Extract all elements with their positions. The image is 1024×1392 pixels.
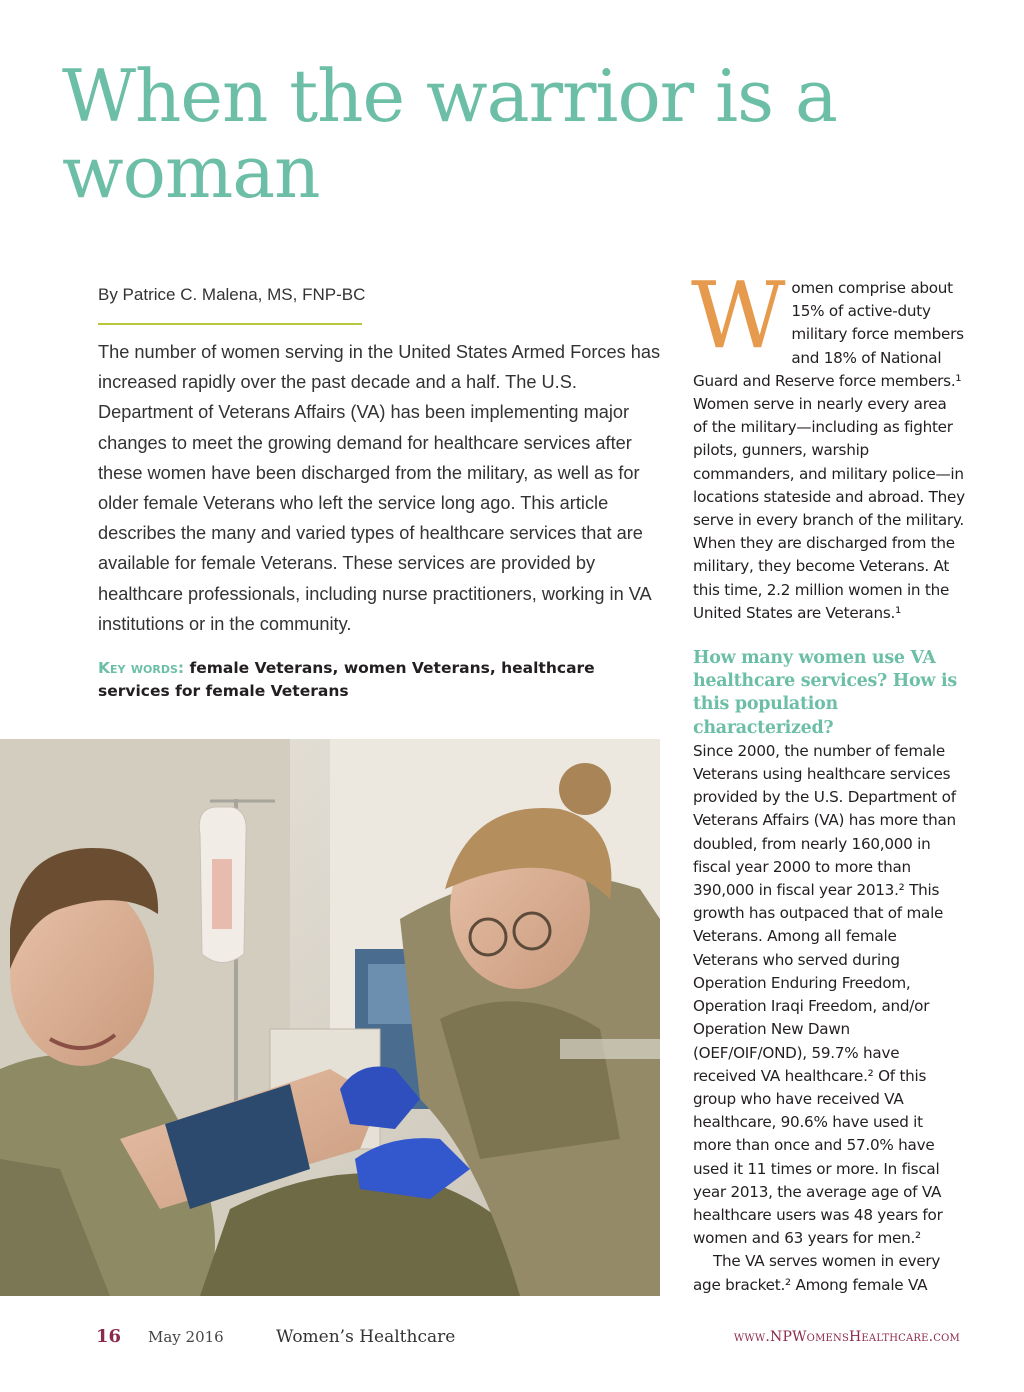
body-paragraph-1: Since 2000, the number of female Veterans using healthcare services provided by the U.S. Department of Veterans Affairs (VA) has more than doubled, from nearly 160,000 in fiscal year 2000 to more than 390,000 in fiscal year 2013.² This growth has outpaced that of male Veterans. Among all female Veterans who served during Operation Enduring Freedom, Operation Iraqi Freedom, and/or Operation New Dawn (OEF/OIF/OND), 59.7% have received VA healthcare.² Of this group who have received VA healthcare, 90.6% have used it more than once and 57.0% have used it 11 times or more. In fiscal year 2013, the average age of VA healthcare users was 48 years for women and 63 years for men.² [693, 741, 956, 1248]
byline: By Patrice C. Malena, MS, FNP-BC [98, 285, 366, 304]
keywords-label: Key words: [98, 659, 185, 677]
byline-divider [98, 323, 362, 325]
article-title: When the warrior is a woman [62, 54, 837, 214]
issue-date: May 2016 [148, 1328, 224, 1346]
journal-name: Women’s Healthcare [276, 1327, 456, 1347]
journal-url[interactable]: www.NPWomensHealthcare.com [733, 1329, 960, 1345]
section-heading: How many women use VA healthcare services? How is this population characterized? [693, 648, 957, 738]
drop-cap: W [691, 262, 786, 369]
intro-text: omen comprise about 15% of active-duty military force members and 18% of National Guard and Reserve force members.¹ Women serve in nearly every area of the military—including as fighter pilots, gunners, warship commanders, and military police—in locations stateside and abroad. They serve in every branch of the military. When they are discharged from the military, they become Veterans. At this time, 2.2 million women in the United States are Veterans.¹ [693, 279, 965, 622]
intro-paragraph [691, 262, 965, 625]
keywords-text: female Veterans, women Veterans, healthcare services for female Veterans [98, 659, 595, 700]
page-footer [0, 1322, 1024, 1352]
keywords [98, 657, 658, 703]
body-paragraph-2: The VA serves women in every age bracket.² Among female VA [693, 1252, 941, 1294]
article-photo [0, 739, 660, 1296]
page-number: 16 [96, 1326, 122, 1347]
abstract: The number of women serving in the United States Armed Forces has increased rapidly over the past decade and a half. The U.S. Department of Veterans Affairs (VA) has been implementing major changes to meet the growing demand for healthcare services after these women have been discharged from the military, as well as for older female Veterans who left the service long ago. This article describes the many and varied types of healthcare services that are available for female Veterans. These services are provided by healthcare professionals, including nurse practitioners, working in VA institutions or in the community. [98, 342, 661, 634]
body-column [691, 262, 965, 1297]
